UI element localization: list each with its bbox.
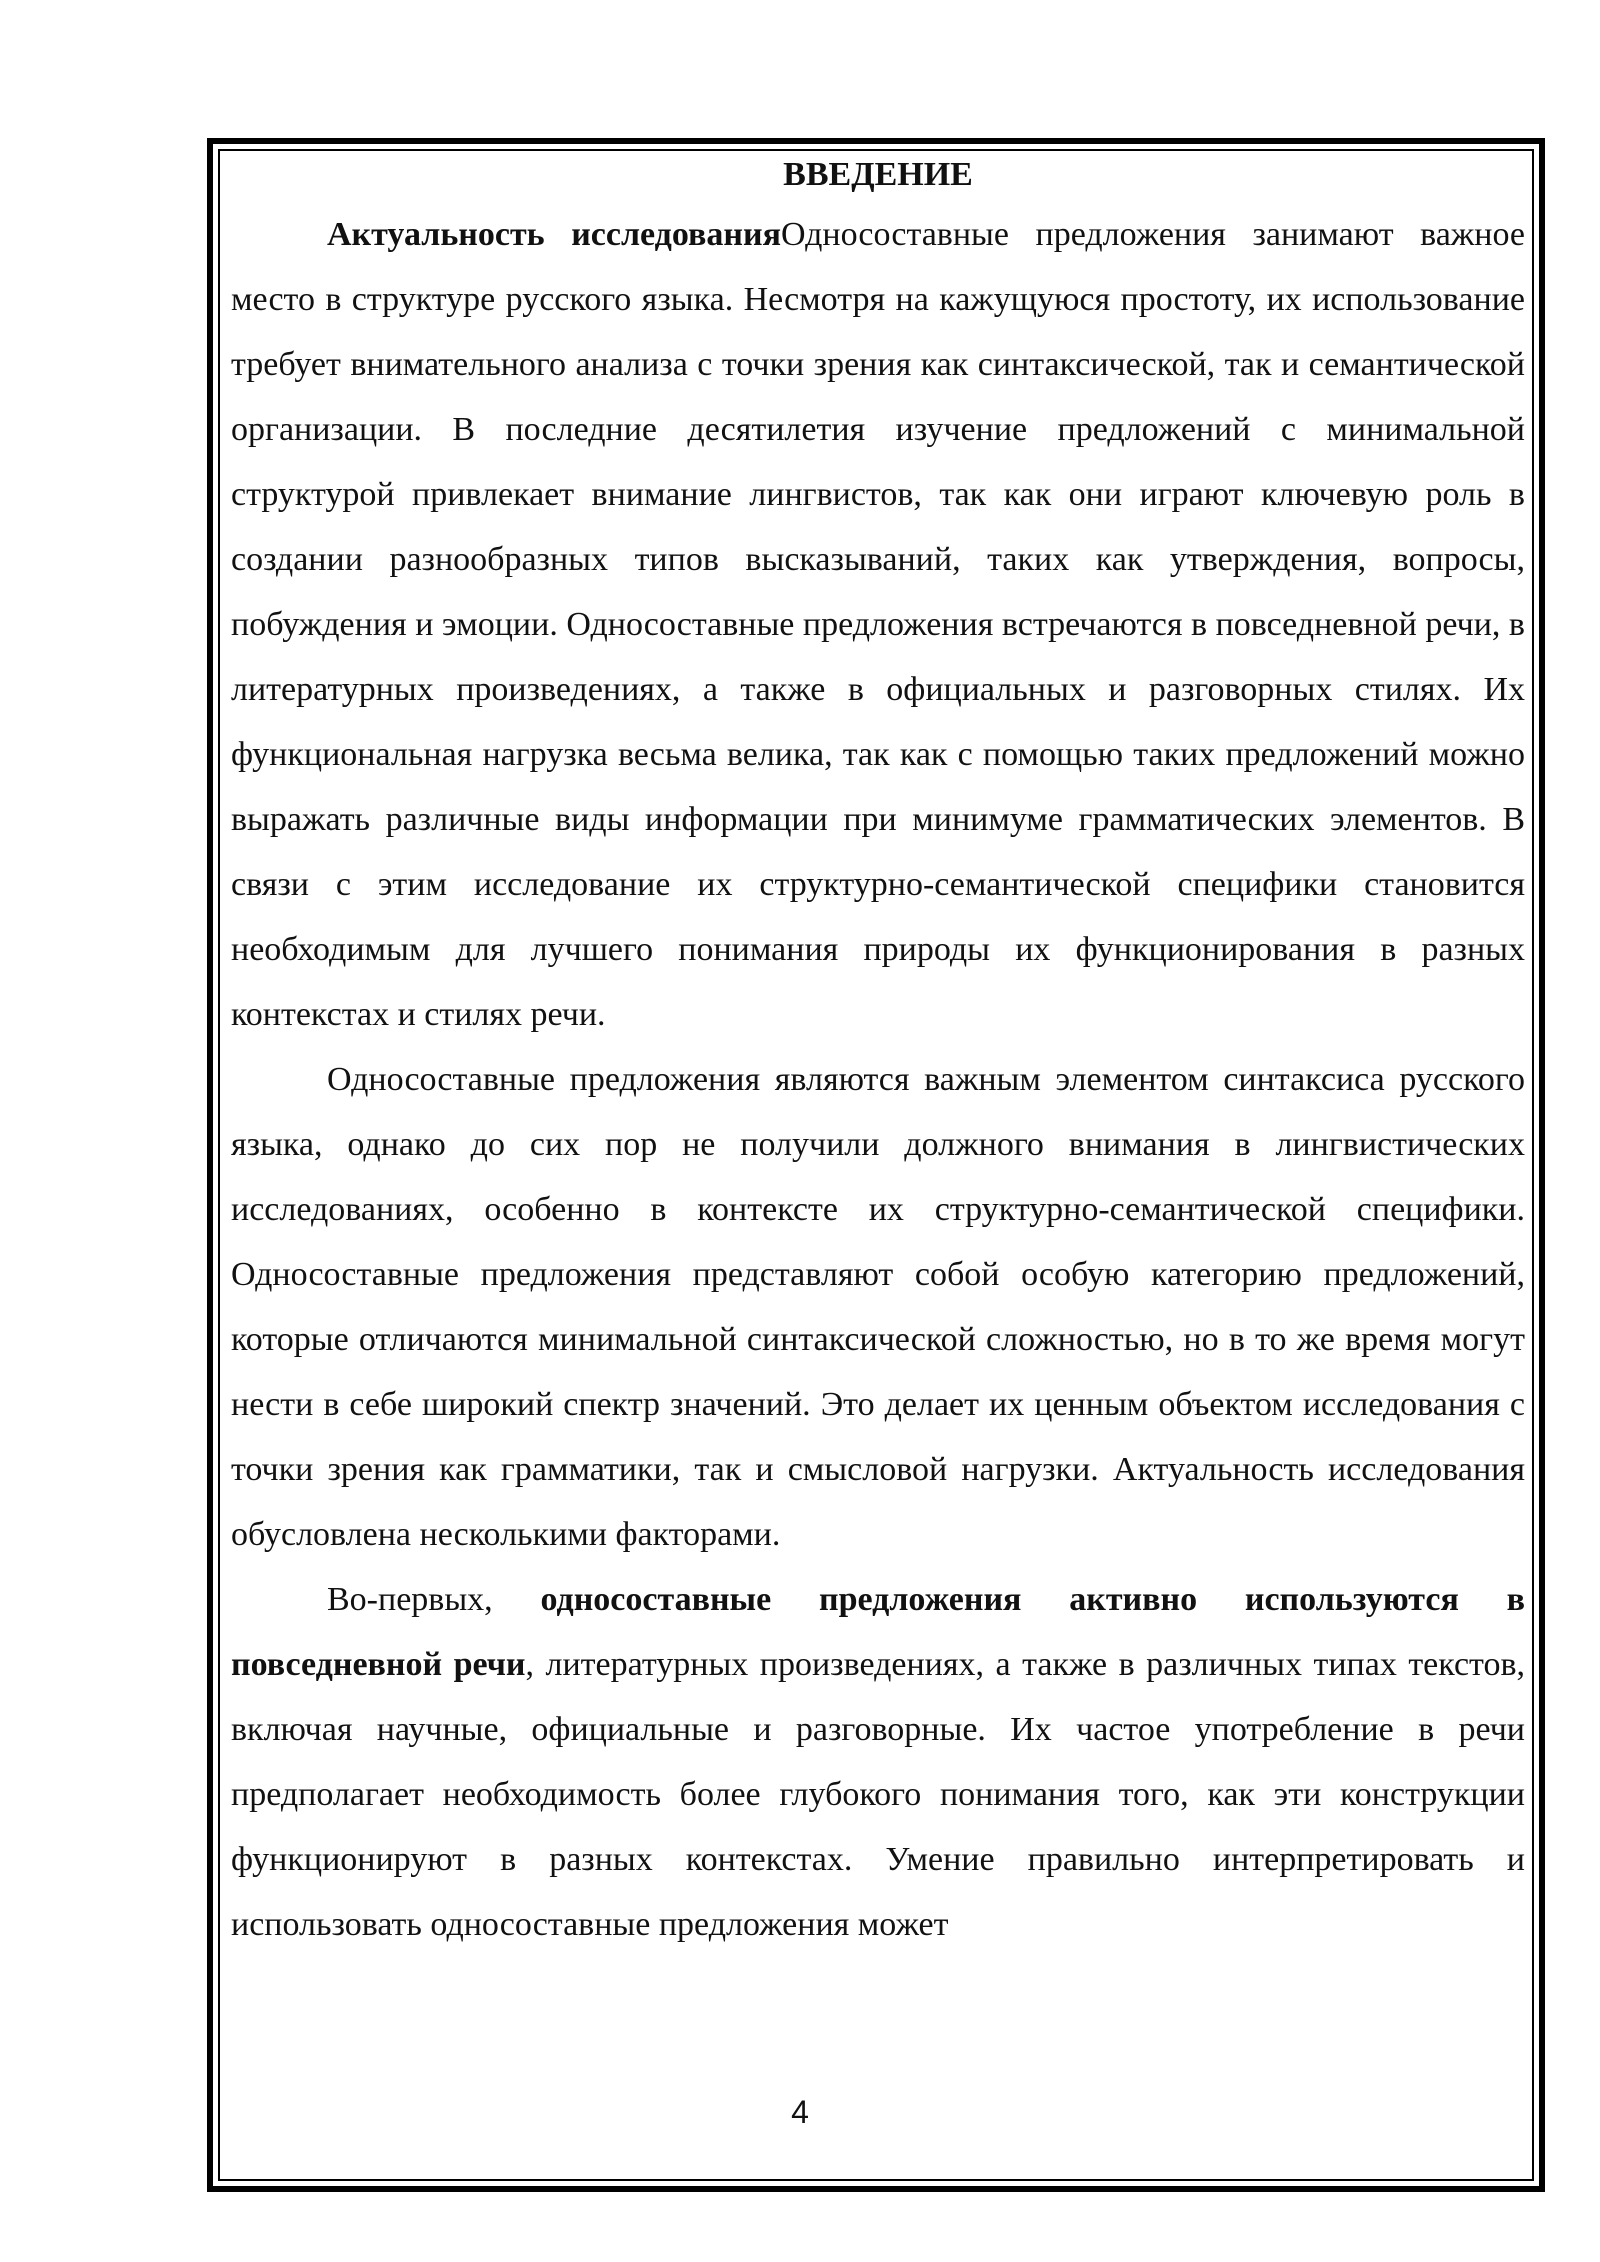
document-body	[231, 148, 1525, 1957]
paragraph-1-text: Односоставные предложения занимают важное место в структуре русского языка. Несмотря на кажущуюся простоту, их использование требует внимательного анализа с точки зрения как синтаксической, так и семантической организации. В последние десятилетия изучение предложений с минимальной структурой привлекает внимание лингвистов, так как они играют ключевую роль в создании разнообразных типов высказываний, таких как утверждения, вопросы, побуждения и эмоции. Односоставные предложения встречаются в повседневной речи, в литературных произведениях, а также в официальных и разговорных стилях. Их функциональная нагрузка весьма велика, так как с помощью таких предложений можно выражать различные виды информации при минимуме грамматических элементов. В связи с этим исследование их структурно-семантической специфики становится необходимым для лучшего понимания природы их функционирования в разных контекстах и стилях речи.	[231, 216, 1525, 1033]
paragraph-3	[231, 1567, 1525, 1957]
paragraph-2-text: Односоставные предложения являются важным элементом синтаксиса русского языка, однако до сих пор не получили должного внимания в лингвистических исследованиях, особенно в контексте их структурно-семантической специфики. Односоставные предложения представляют собой особую категорию предложений, которые отличаются минимальной синтаксической сложностью, но в то же время могут нести в себе широкий спектр значений. Это делает их ценным объектом исследования с точки зрения как грамматики, так и смысловой нагрузки. Актуальность исследования обусловлена несколькими факторами.	[231, 1061, 1525, 1553]
paragraph-3-text: , литературных произведениях, а также в различных типах текстов, включая научные, официальные и разговорные. Их частое употребление в речи предполагает необходимость более глубокого понимания того, как эти конструкции функционируют в разных контекстах. Умение правильно интерпретировать и использовать односоставные предложения может	[231, 1646, 1525, 1943]
page-title: ВВЕДЕНИЕ	[783, 156, 973, 193]
page-number: 4	[791, 2094, 809, 2130]
paragraph-3-bold: односоставные предложения активно используются в повседневной речи	[231, 1581, 1526, 1683]
paragraph-3-lead: Во-первых,	[327, 1581, 541, 1618]
paragraph-1	[231, 202, 1525, 1047]
paragraph-2	[231, 1047, 1525, 1567]
paragraph-1-bold-lead: Актуальность исследования	[327, 216, 781, 253]
